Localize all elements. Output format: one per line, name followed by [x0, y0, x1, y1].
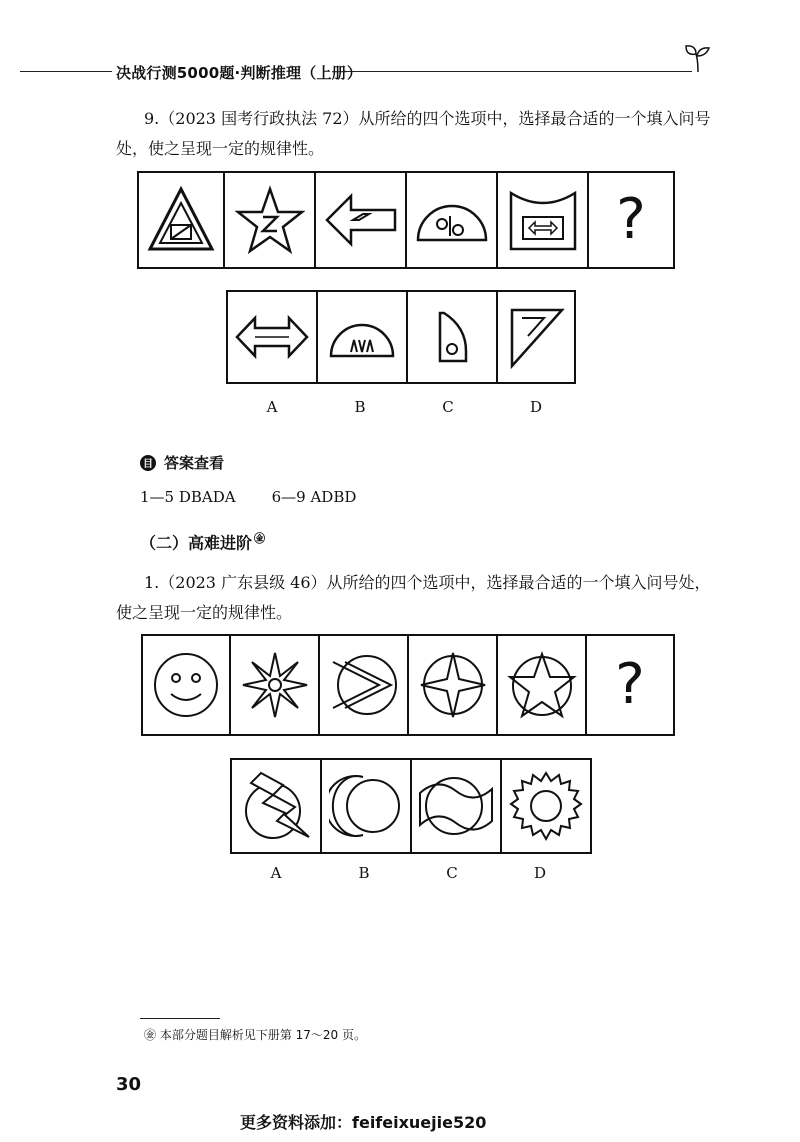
question-mark: ?	[615, 652, 645, 717]
option-d-sun-gear-icon[interactable]	[502, 760, 590, 852]
option-b-semicircle-letters-icon[interactable]	[318, 292, 408, 382]
footnote-rule	[140, 1018, 220, 1019]
option-label: A	[270, 864, 282, 882]
answers-heading	[140, 452, 224, 473]
option-b-crescent-circle-icon[interactable]	[322, 760, 412, 852]
option-label: C	[442, 398, 454, 416]
question-9-text: 9.（2023 国考行政执法 72）从所给的四个选项中，选择最合适的一个填入问号处，使之呈现一定的规律性。	[116, 109, 711, 158]
arrow-left-icon	[316, 173, 407, 267]
star-z-icon	[225, 173, 316, 267]
footnote: ㊎ 本部分题目解析见下册第 17～20 页。	[144, 1028, 366, 1042]
question-9-options-row	[226, 290, 576, 384]
basin-arrows-icon	[498, 173, 589, 267]
option-a-double-arrow-icon[interactable]	[228, 292, 318, 382]
option-label: C	[446, 864, 458, 882]
section-mark: ㊎	[254, 532, 266, 545]
option-c-circle-flag-icon[interactable]	[412, 760, 502, 852]
sprout-icon	[684, 42, 712, 74]
watermark: 更多资料添加：feifeixuejie520	[240, 1113, 487, 1132]
page-number: 30	[116, 1074, 142, 1095]
answers-line	[140, 488, 356, 506]
sun-star-icon	[231, 636, 320, 734]
triangle-square-icon	[139, 173, 225, 267]
answer-book-icon: 目	[140, 455, 156, 471]
option-label: B	[358, 864, 370, 882]
option-d-triangle-cut-icon[interactable]	[498, 292, 574, 382]
answers-range-1: 1—5 DBADA	[140, 488, 236, 506]
question-9-option-labels	[228, 398, 580, 416]
option-c-d-shape-circle-icon[interactable]	[408, 292, 498, 382]
question-mark: ?	[616, 187, 646, 252]
header-rule-right	[342, 71, 692, 72]
question-1-options-row	[230, 758, 592, 854]
section-heading	[140, 530, 265, 553]
option-label: D	[529, 398, 543, 416]
question-1-figure-row	[141, 634, 675, 736]
circle-five-star-icon	[498, 636, 587, 734]
option-a-circle-lightning-icon[interactable]	[232, 760, 322, 852]
question-1-option-labels	[232, 864, 584, 882]
option-label: B	[354, 398, 366, 416]
smiley-icon	[143, 636, 231, 734]
answers-range-2: 6—9 ADBD	[271, 488, 357, 506]
header-rule-left	[20, 71, 112, 72]
question-9-figure-row	[137, 171, 675, 269]
answers-heading-text: 答案查看	[164, 454, 225, 472]
header-title: 决战行测5000题·判断推理（上册）	[116, 64, 363, 82]
option-label: D	[533, 864, 547, 882]
section-title: （二）高难进阶	[140, 533, 253, 553]
circle-four-star-icon	[409, 636, 498, 734]
question-1-question-mark	[587, 636, 673, 734]
semicircle-percent-icon	[407, 173, 498, 267]
question-1-text: 1.（2023 广东县级 46）从所给的四个选项中，选择最合适的一个填入问号处，使之呈现一定的规律性。	[116, 573, 711, 622]
circle-chevron-icon	[320, 636, 409, 734]
option-label: A	[266, 398, 278, 416]
question-9-question-mark	[589, 173, 673, 267]
